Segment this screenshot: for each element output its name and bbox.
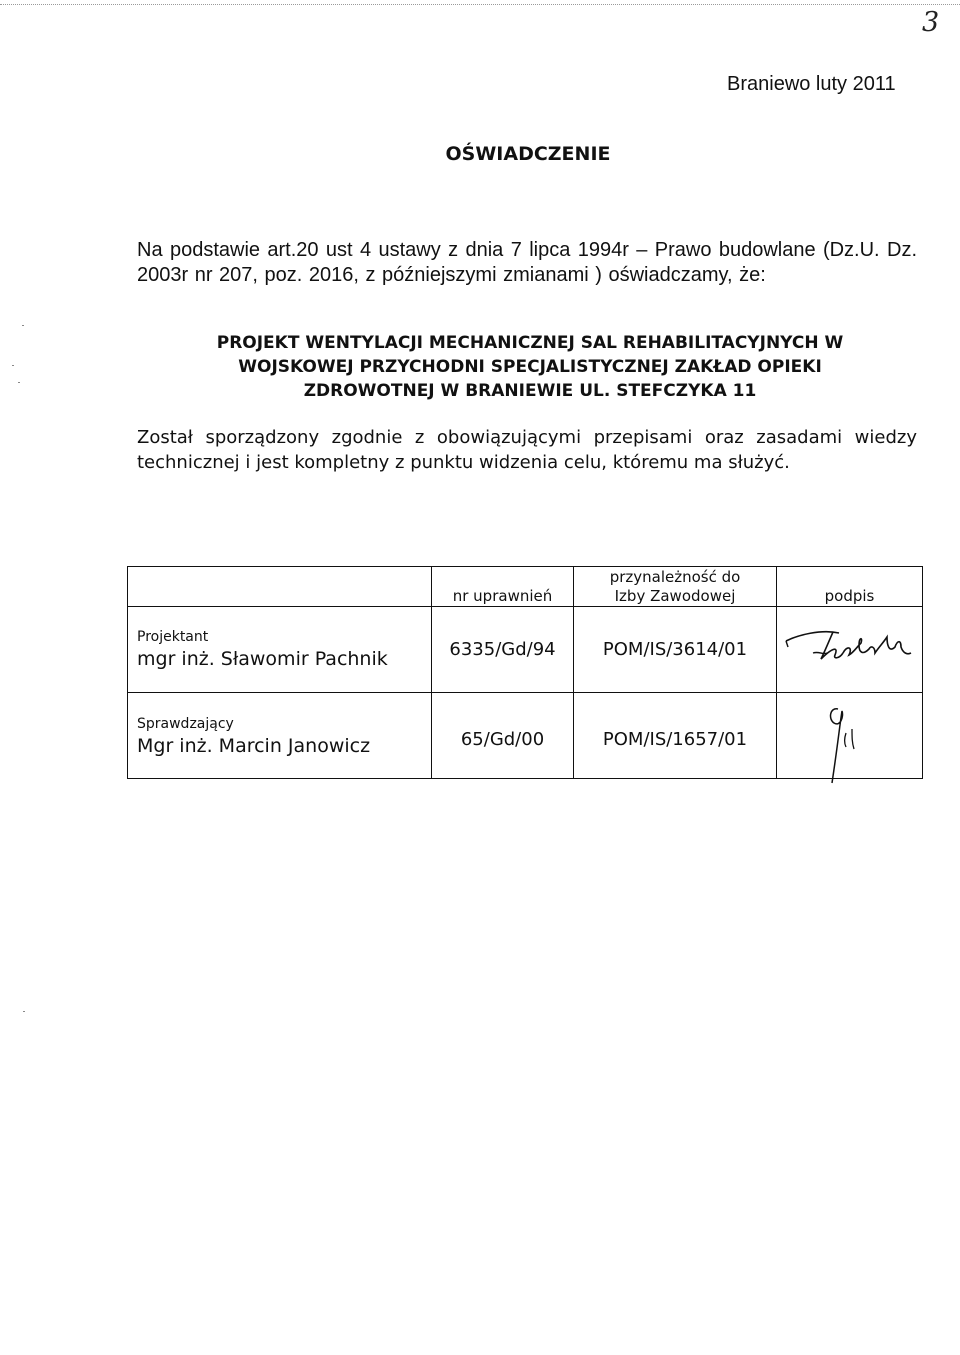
row-chamber: POM/IS/1657/01 bbox=[602, 729, 748, 750]
intro-paragraph: Na podstawie art.20 ust 4 ustawy z dnia 7 lipca 1994r – Prawo budowlane (Dz.U. Dz. 2003r nr 207, poz. 2016, z późniejszymi zmianami ) oświadczamy, że: bbox=[137, 239, 917, 286]
header-chamber-line1: przynależność do bbox=[609, 568, 741, 586]
project-title-line: WOJSKOWEJ PRZYCHODNI SPECJALISTYCZNEJ ZAKŁAD OPIEKI bbox=[238, 357, 822, 377]
project-title bbox=[150, 331, 910, 403]
signature-image bbox=[783, 623, 921, 673]
scan-speck bbox=[22, 325, 24, 326]
page-number: 3 bbox=[922, 7, 940, 38]
scan-speck bbox=[18, 382, 20, 383]
top-border-line bbox=[0, 4, 960, 5]
row-license: 65/Gd/00 bbox=[460, 729, 545, 750]
header-chamber-line2: Izby Zawodowej bbox=[614, 587, 736, 605]
statement-paragraph: Został sporządzony zgodnie z obowiązującymi przepisami oraz zasadami wiedzy technicznej i jest kompletny z punktu widzenia celu, któremu ma służyć. bbox=[137, 427, 917, 473]
row-chamber: POM/IS/3614/01 bbox=[602, 639, 748, 660]
signature-table bbox=[127, 566, 923, 779]
project-title-line: PROJEKT WENTYLACJI MECHANICZNEJ SAL REHABILITACYJNYCH W bbox=[216, 333, 844, 353]
document-title: OŚWIADCZENIE bbox=[445, 143, 611, 165]
project-title-line: ZDROWOTNEJ W BRANIEWIE UL. STEFCZYKA 11 bbox=[303, 381, 757, 401]
signature-image bbox=[808, 703, 868, 795]
row-role: Sprawdzający bbox=[137, 716, 234, 732]
scan-speck bbox=[23, 1011, 25, 1012]
row-name: mgr inż. Sławomir Pachnik bbox=[137, 648, 388, 670]
header-license: nr uprawnień bbox=[452, 587, 553, 605]
header-signature: podpis bbox=[824, 587, 875, 605]
scan-speck bbox=[12, 365, 14, 366]
table-divider bbox=[128, 692, 922, 693]
row-name: Mgr inż. Marcin Janowicz bbox=[137, 735, 371, 757]
table-divider bbox=[128, 606, 922, 607]
row-license: 6335/Gd/94 bbox=[449, 639, 556, 660]
place-date: Braniewo luty 2011 bbox=[727, 73, 896, 95]
row-role: Projektant bbox=[137, 629, 209, 645]
